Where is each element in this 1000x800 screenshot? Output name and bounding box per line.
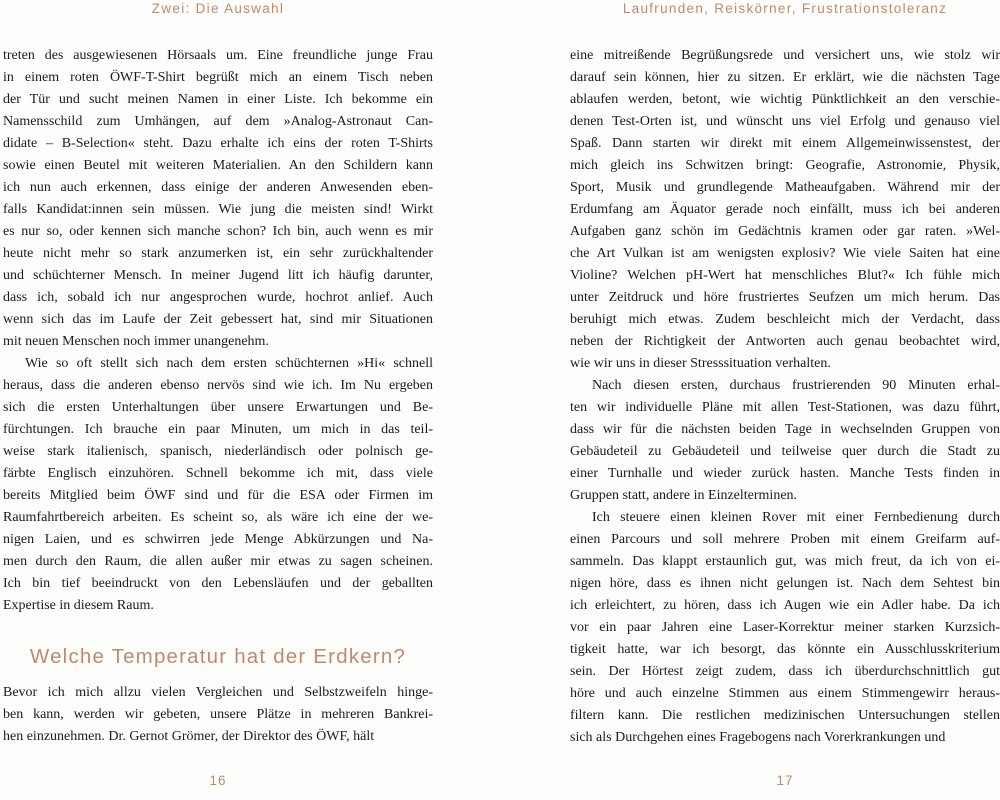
text-line: filtern kann. Die restlichen medizinischen Untersuchungen stellen [570,708,1000,723]
text-line: eine mitreißende Begrüßungsrede und versichert uns, wie stolz wir [570,48,1000,63]
page-number-left: 16 [209,773,227,788]
text-line: weise stark italienisch, spanisch, niederländisch oder polnisch ge- [3,444,433,459]
text-line: unter Zeitdruck und höre frustriertes Seufzen um mich herum. Das [570,290,1000,305]
page-number-right: 17 [776,773,794,788]
page-body-left [3,45,433,748]
text-line: sein. Der Hörtest zeigt zudem, dass ich überdurchschnittlich gut [570,664,1000,679]
text-line: einer Turnhalle und wieder zurück hasten. Manche Tests finden in [570,466,1000,481]
text-line: sowie einen Beutel mit weiteren Materialien. An den Schildern kann [3,158,433,173]
text-line: neben der Richtigkeit der Antworten auch genau beobachtet wird, [570,334,1000,349]
text-line: fürchtungen. Ich brauche ein paar Minuten, um mich in das teil- [3,422,433,437]
text-line: nigen Laien, und es schwirren jede Menge Abkürzungen und Na- [3,532,433,547]
text-line: färbte Englisch einzuhören. Schnell bekomme ich mit, dass viele [3,466,433,481]
text-line: sich die ersten Unterhaltungen über unsere Erwartungen und Be- [3,400,433,415]
paragraph [3,45,433,353]
text-line: dass ich, sobald ich nur angesprochen wurde, hochrot anlief. Auch [3,290,433,305]
text-line: Gebäudeteil zu Gebäudeteil und teilweise quer durch die Stadt zu [570,444,1000,459]
text-line: Erdumfang am Äquator gerade noch einfällt, muss ich bei anderen [570,202,1000,217]
text-line: falls Kandidat:innen sein müssen. Wie jung die meisten sind! Wirkt [3,202,433,217]
paragraph [3,353,433,617]
text-line: Violine? Welchen pH-Wert hat menschliches Blut?« Ich fühle mich [570,268,1000,283]
text-line: beruhigt mich etwas. Zudem beschleicht mich der Verdacht, dass [570,312,1000,327]
text-line: Namensschild zum Umhängen, auf dem »Analog-Astronaut Can- [3,114,433,129]
text-line: ich nun auch erkennen, dass einige der anderen Anwesenden eben- [3,180,433,195]
text-line: heraus, dass die anderen ebenso nervös sind wie ich. Im Nu ergeben [3,378,433,393]
text-line: ten wir individuelle Pläne mit allen Test-Stationen, was dazu führt, [570,400,1000,415]
paragraph [570,375,1000,507]
text-line: treten des ausgewiesenen Hörsaals um. Eine freundliche junge Frau [3,48,433,63]
text-line: wenn sich das im Laufe der Zeit gebessert hat, sind mir Situationen [3,312,433,327]
text-line: und schüchterner Mensch. In meiner Jugend litt ich häufig darunter, [3,268,433,283]
text-line: nigen höre, dass es ihnen nicht gelungen ist. Nach dem Sehtest bin [570,576,1000,591]
text-line: sich als Durchgehen eines Fragebogens nach Vorerkrankungen und [570,730,946,745]
text-line: darauf sein können, hier zu sitzen. Er erklärt, wie die nächsten Tage [570,70,1000,85]
running-header-left: Zwei: Die Auswahl [151,1,285,16]
text-line: heute nicht mehr so stark anzumerken ist, ein sehr zurückhaltender [3,246,433,261]
section-heading: Welche Temperatur hat der Erdkern? [29,645,407,668]
text-line: dass wir für die nächsten beiden Tage in wechselnden Gruppen von [570,422,1000,437]
text-line: hen einzunehmen. Dr. Gernot Grömer, der Direktor des ÖWF, hält [3,729,375,744]
text-line: Sport, Musik und grundlegende Matheaufgaben. Während mir der [570,180,1000,195]
text-line: mit neuen Menschen noch immer unangenehm. [3,334,269,349]
text-line: der Tür und sucht meinen Namen in einer Liste. Ich bekomme ein [3,92,433,107]
text-line: Gruppen statt, andere in Einzelterminen. [570,488,798,503]
text-line: Expertise in diesem Raum. [3,598,154,613]
text-line: ablaufen werden, betont, wie wichtig Pünktlichkeit an den verschie- [570,92,1000,107]
text-line: einen Parcours und soll mehrere Proben mit einem Greifarm auf- [570,532,1000,547]
text-line: Ich steuere einen kleinen Rover mit einer Fernbedienung durch [592,510,1000,525]
page-left [3,0,433,800]
paragraph [570,507,1000,749]
text-line: Nach diesen ersten, durchaus frustrierenden 90 Minuten erhal- [592,378,1000,393]
text-line: Raumfahrtbereich arbeiten. Es scheint so, als wäre ich eine der we- [3,510,433,525]
text-line: Spaß. Dann starten wir direkt mit einem Allgemeinwissenstest, der [570,136,1000,151]
text-line: wie wir uns in dieser Stresssituation verhalten. [570,356,831,371]
text-line: höre und auch einzelne Stimmen aus einem Stimmengewirr heraus- [570,686,1000,701]
text-line: che Art Vulkan ist am wenigsten explosiv? Wie viele Saiten hat eine [570,246,1000,261]
text-line: vor ein paar Jahren eine Laser-Korrektur meiner starken Kurzsich- [570,620,1000,635]
text-line: es nur so, oder kennen sich manche schon? Ich bin, auch wenn es mir [3,224,433,239]
text-line: bereits Mitglied beim ÖWF sind und für die ESA oder Firmen im [3,488,433,503]
text-line: sammeln. Das klappt erstaunlich gut, was mich freut, da ich von ei- [570,554,1000,569]
text-line: denen Test-Orten ist, und wünscht uns viel Erfolg und genauso viel [570,114,1000,129]
running-header-right: Laufrunden, Reiskörner, Frustrationstoleranz [622,1,948,16]
text-line: Aufgaben ganz schön im Gedächtnis kramen oder gar raten. »Wel- [570,224,1000,239]
paragraph [570,45,1000,375]
paragraph [3,682,433,748]
page-body-right [570,45,1000,749]
text-line: Ich bin tief beeindruckt von den Lebensläufen und der geballten [3,576,433,591]
text-line: in einem roten ÖWF-T-Shirt begrüßt mich an einem Tisch neben [3,70,433,85]
text-line: mich gleich ins Schwitzen bringt: Geografie, Astronomie, Physik, [570,158,1000,173]
text-line: tigkeit hatte, war ich besorgt, das könnte ein Ausschlusskriterium [570,642,1000,657]
page-right [570,0,1000,800]
text-line: ben kann, werden wir gebeten, unsere Plätze in mehreren Bankrei- [3,707,433,722]
text-line: didate – B-Selection« steht. Dazu erhalte ich eins der roten T-Shirts [3,136,433,151]
text-line: men durch den Raum, die allen außer mir etwas zu sagen scheinen. [3,554,433,569]
text-line: ich erleichtert, zu hören, dass ich Augen wie ein Adler habe. Da ich [570,598,1000,613]
text-line: Bevor ich mich allzu vielen Vergleichen und Selbstzweifeln hinge- [3,685,433,700]
text-line: Wie so oft stellt sich nach dem ersten schüchternen »Hi« schnell [25,356,433,371]
